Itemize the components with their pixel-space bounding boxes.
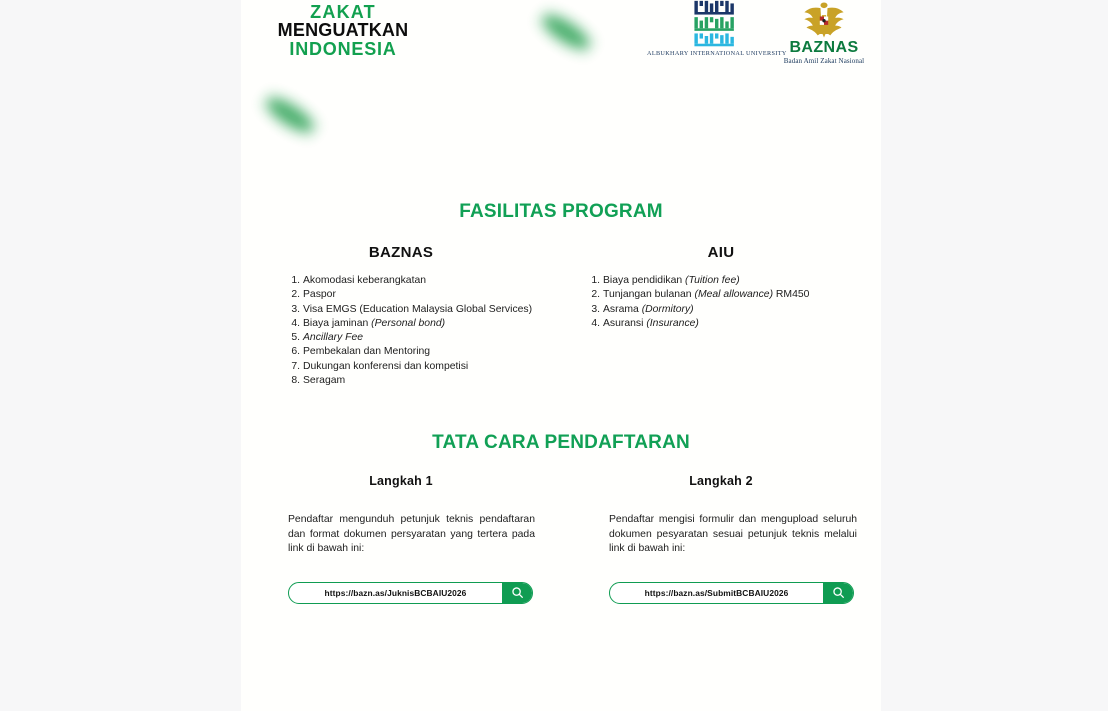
aiu-logo-caption: ALBUKHARY INTERNATIONAL UNIVERSITY [647, 50, 787, 57]
step-2-search-button[interactable] [823, 583, 853, 603]
step-1-heading: Langkah 1 [369, 474, 433, 488]
registration-steps [241, 474, 881, 604]
list-item: Akomodasi keberangkatan [303, 275, 427, 286]
zakat-logo-line2: MENGUATKAN [277, 20, 409, 41]
zakat-menguatkan-indonesia-logo [267, 3, 419, 58]
fasilitas-aiu-list [589, 274, 881, 331]
list-item: Visa EMGS (Education Malaysia Global Services) [303, 303, 533, 315]
list-item: Biaya pendidikan (Tuition fee) [603, 275, 740, 286]
registration-step-1 [241, 474, 561, 604]
list-item: Biaya jaminan (Personal bond) [303, 317, 446, 329]
list-item: Asuransi (Insurance) [603, 317, 699, 329]
baznas-wordmark: BAZNAS [789, 39, 859, 56]
zakat-logo-line3: INDONESIA [289, 38, 397, 59]
document-header [241, 0, 881, 74]
garuda-pancasila-emblem-icon [803, 1, 845, 39]
step-2-url-text[interactable]: https://bazn.as/SubmitBCBAIU2026 [644, 587, 789, 598]
list-item: Pembekalan dan Mentoring [303, 346, 431, 358]
list-item: Tunjangan bulanan (Meal allowance) RM450 [603, 289, 810, 301]
aiu-arabic-calligraphy-mark-icon [689, 0, 741, 48]
step-1-link-pill[interactable] [288, 582, 533, 604]
step-1-body: Pendaftar mengunduh petunjuk teknis pendaftaran dan format dokumen persyaratan yang tertera pada link di bawah ini: [288, 514, 535, 554]
list-item: Asrama (Dormitory) [603, 303, 694, 315]
search-icon [832, 586, 845, 599]
albukhary-international-university-logo [647, 0, 787, 57]
baznas-logo [769, 0, 879, 65]
tata-cara-pendaftaran-title: TATA CARA PENDAFTARAN [432, 432, 690, 453]
fasilitas-baznas-heading: BAZNAS [368, 244, 434, 261]
green-brush-stroke-icon [261, 91, 319, 138]
fasilitas-program-title: FASILITAS PROGRAM [459, 201, 663, 222]
list-item: Dukungan konferensi dan kompetisi [303, 360, 469, 372]
step-2-link-pill[interactable] [609, 582, 854, 604]
fasilitas-columns [241, 244, 881, 388]
zakat-logo-line1: ZAKAT [310, 2, 376, 22]
step-1-search-button[interactable] [502, 583, 532, 603]
step-2-heading: Langkah 2 [689, 474, 753, 488]
baznas-subtitle: Badan Amil Zakat Nasional [783, 57, 865, 65]
search-icon [511, 586, 524, 599]
list-item: Seragam [303, 375, 346, 387]
fasilitas-baznas-list [289, 274, 561, 388]
fasilitas-column-baznas [241, 244, 561, 388]
fasilitas-column-aiu [561, 244, 881, 388]
list-item: Ancillary Fee [303, 332, 364, 344]
fasilitas-aiu-heading: AIU [707, 244, 735, 261]
step-1-url-text[interactable]: https://bazn.as/JuknisBCBAIU2026 [324, 587, 467, 598]
document-page [241, 0, 881, 711]
registration-step-2 [561, 474, 881, 604]
step-2-body: Pendaftar mengisi formulir dan mengupload seluruh dokumen pesyaratan sesuai petunjuk teknis melalui link di bawah ini: [609, 514, 857, 554]
list-item: Paspor [303, 289, 336, 301]
